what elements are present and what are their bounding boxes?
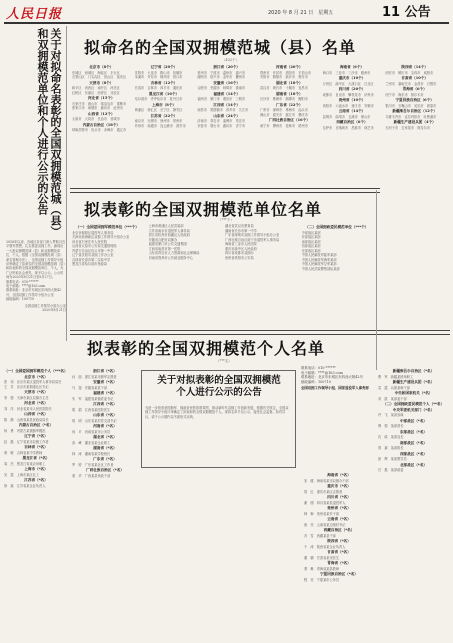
list-column xyxy=(302,224,373,332)
contact-line: 联系地址：北京市东城区东四西大街42号 xyxy=(301,375,363,380)
page-number: 11 公告 xyxy=(382,5,431,20)
group-heading: 陕西省（*名） xyxy=(327,539,351,543)
list-item: 乌鲁木齐市 克拉玛依市 吐鲁番市 xyxy=(385,114,437,119)
list-item: 沈阳市 大连市 鞍山市 抚顺市 xyxy=(134,70,183,75)
group-heading: 黑龙江省（16个） xyxy=(148,91,180,96)
list-item: 湖北省武汉市教育局 xyxy=(225,224,254,228)
contact-line: 联系电话：010-****** xyxy=(6,279,39,284)
list-item: 郭 明 山东省某村党支部书记 xyxy=(72,418,117,423)
list-item: 吴 霞 上海市某区社工 xyxy=(4,472,40,477)
center-notice-body: 为进一步营造爱国拥军、拥政爱民的浓厚氛围，推动新时代双拥工作创新发展，根据有关规定，全国双拥工作领导小组评审确定了拟表彰的全国双拥模范个人。现将名单予以公示，接受社会监督。如有异议，请于公示期内以书面形式反映。 xyxy=(145,406,289,419)
list-item: 中国人民解放军空军某部 xyxy=(301,262,337,266)
list-item: 马 超 安徽省某县干部 xyxy=(72,385,108,390)
list-item: 曾 斌 某部排长 xyxy=(378,446,404,450)
group-heading: 青海省（6个） xyxy=(402,87,427,91)
group-heading: 辽宁省（20个） xyxy=(150,65,178,69)
list-item: 西宁市 海东市 格尔木市 xyxy=(385,92,424,97)
list-item: 湖州市 绍兴市 金华市 衢州市 xyxy=(197,75,246,79)
list-item: 梁 华 广西某县民政干部 xyxy=(72,473,111,478)
list-item: 许 飞 某部参谋 xyxy=(378,413,404,417)
list-item: 浙江省杭州市西湖区人民政府 xyxy=(148,233,190,237)
group-heading: 天津市（*名） xyxy=(24,390,48,394)
cities-list xyxy=(72,64,444,184)
contact-line: 电子邮箱：****@163.com xyxy=(301,370,343,375)
list-item: 张 伟 北京市某区退役军人事务局局长 xyxy=(4,380,62,384)
group-heading: 贵州省（10个） xyxy=(338,98,366,102)
list-item: 东城区 西城区 海淀区 丰台区 xyxy=(72,70,120,75)
list-item: 傅 强 某部营长 xyxy=(378,424,404,428)
list-item: 广州市 深圳市 珠海市 汕头市 xyxy=(260,108,308,112)
contact-line: 邮政编码：100710 xyxy=(301,379,331,384)
list-item: 福建省厦门市公共交通集团 xyxy=(148,242,187,246)
group-heading: 广西壮族自治区（*名） xyxy=(86,468,124,472)
list-item: 南宁市 柳州市 桂林市 梧州市 xyxy=(260,123,308,128)
list-item: 河南省郑州市公共就业服务中心 xyxy=(148,255,194,260)
list-column xyxy=(304,472,374,640)
group-heading: 宁夏回族自治区（6个） xyxy=(395,98,434,102)
right-notice-contacts xyxy=(301,366,371,384)
list-column xyxy=(72,224,143,332)
group-heading: 江苏省（*名） xyxy=(24,478,48,482)
list-item: 万州区 渝中区 大渡口区 江北区 xyxy=(322,81,374,86)
list-item: 合肥市 芜湖市 蚌埠市 淮南市 xyxy=(197,86,246,90)
list-item: 红桥区 东丽区 西青区 北辰区 xyxy=(72,90,120,95)
list-item: 贵阳市 六盘水市 遵义市 安顺市 xyxy=(322,103,374,108)
section-title-individuals: 拟表彰的全国双拥模范个人名单 xyxy=(87,339,326,358)
group-heading: 东部战区（*名） xyxy=(399,429,428,434)
units-list xyxy=(72,224,372,332)
group-heading: 中央和国家机关（*名） xyxy=(394,391,433,395)
list-item: 拉萨市 日喀则市 昌都市 林芝市 xyxy=(322,125,374,130)
list-item: 河北省石家庄市人民医院 xyxy=(72,239,108,244)
section-subtitle-units: （***个） xyxy=(218,218,234,222)
contact-line: 电子邮箱：****@163.com xyxy=(6,284,46,289)
list-item: 南部战区某部 xyxy=(301,239,321,244)
list-item: 宋 健 海南省某市双拥办干部 xyxy=(304,478,349,483)
list-item: 中国人民解放军陆军某部 xyxy=(301,253,337,257)
list-item: 石家庄市 唐山市 秦皇岛市 邯郸市 xyxy=(72,101,127,106)
group-heading: （一）全国爱国拥军模范单位（***个） xyxy=(75,225,139,229)
list-column xyxy=(197,64,256,184)
group-heading: 重庆市（*名） xyxy=(327,484,351,488)
group-heading: 青海省（*名） xyxy=(327,561,351,565)
list-item: 唐 亮 云南省某边境村书记 xyxy=(304,522,346,527)
masthead: 人民日报 xyxy=(6,7,63,22)
list-item: 南京市 无锡市 徐州市 常州市 xyxy=(134,119,183,123)
list-item: 杨 勇 内蒙古某旗拥军模范 xyxy=(4,428,46,433)
list-item: 北京市朝阳区退役军人事务局 xyxy=(72,230,114,235)
group-heading: 浙江省（*名） xyxy=(93,369,117,373)
group-heading: 江苏省（22个） xyxy=(150,113,178,118)
list-item: 中国人民武装警察部队某部 xyxy=(301,266,340,271)
left-notice-contacts xyxy=(6,280,66,302)
group-heading: 湖北省（18个） xyxy=(276,80,303,85)
list-item: 石景山区 门头沟区 房山区 延庆区 xyxy=(72,75,127,79)
list-item: 广东省深圳市双拥工作领导小组办公室 xyxy=(225,233,280,237)
list-item: 广西壮族自治区南宁市退役军人事务局 xyxy=(225,237,280,242)
group-heading: 西藏自治区（*名） xyxy=(323,528,355,532)
group-heading: 广西壮族自治区（16个） xyxy=(268,118,310,122)
section-subtitle-cities: （432个） xyxy=(222,58,240,62)
list-item: 赵 磊 辽宁省某市双拥工作者 xyxy=(4,439,49,444)
group-heading: 吉林省（*名） xyxy=(24,445,48,449)
contact-line: 联系地址：北京市东城区东四西大街42号，全国双拥工作领导小组办公室 xyxy=(6,288,62,297)
group-heading: 新疆维吾尔自治区（*名） xyxy=(392,369,435,373)
right-notice xyxy=(301,366,371,391)
section-divider xyxy=(70,330,450,335)
section-title-units: 拟表彰的全国双拥模范单位名单 xyxy=(84,200,323,219)
group-heading: 浙江省（20个） xyxy=(213,65,240,69)
list-item: 吕 磊 某部政委 xyxy=(378,468,404,472)
group-heading: 河南省（*名） xyxy=(93,424,117,428)
list-item: 林 涛 湖南省某学校校长 xyxy=(72,451,111,456)
list-item: 黑龙江省哈尔滨市民政局 xyxy=(72,262,108,266)
list-item: 张家口市 承德市 廊坊市 沧州市 xyxy=(72,106,123,110)
list-item: 黄浦区 徐汇区 长宁区 静安区 xyxy=(134,108,183,112)
list-item: 贵州省贵阳市公安局 xyxy=(225,255,254,260)
list-item: 沈 威 某部连长 xyxy=(378,435,404,439)
contact-line: 联系电话：010-****** xyxy=(301,366,336,370)
group-heading: 黑龙江省（*名） xyxy=(22,456,50,460)
group-heading: （一）全国爱国拥军模范个人（***名） xyxy=(4,369,68,373)
list-column xyxy=(323,64,382,184)
list-item: 何 平 河南省某市公务员 xyxy=(72,429,111,434)
group-heading: 内蒙古自治区（18个） xyxy=(82,122,120,127)
list-item: 本溪市 丹东市 锦州市 营口市 xyxy=(134,75,183,79)
list-item: 陈 静 山西省某县民政局局长 xyxy=(4,417,49,422)
list-item: 辽宁省沈阳市双拥工作办公室 xyxy=(72,253,114,257)
list-item: 呼和浩特市 包头市 赤峰市 通辽市 xyxy=(72,128,127,132)
group-heading: 江西省（*名） xyxy=(93,402,117,406)
group-heading: 中部战区（*名） xyxy=(399,418,428,423)
list-item: 罗 婷 广东省某社区工作者 xyxy=(72,462,114,467)
contact-line: 邮政编码：100710 xyxy=(6,297,35,302)
list-item: 四川省成都市双拥办 xyxy=(225,251,254,255)
group-heading: 宁夏回族自治区（*名） xyxy=(320,572,358,576)
left-notice-body xyxy=(6,240,66,313)
group-heading: 贵州省（*名） xyxy=(327,506,351,510)
group-heading: 安徽省（*名） xyxy=(93,380,117,384)
list-item: 南昌市 景德镇市 萍乡市 九江市 xyxy=(197,108,249,112)
list-item: 邓 凯 某部委干部 xyxy=(378,396,407,401)
list-item: 银川市 石嘴山市 吴忠市 固原市 xyxy=(385,103,437,108)
group-heading: 吉林省（12个） xyxy=(150,80,178,85)
list-item: 韩 梅 贵州省某乡干部 xyxy=(304,511,340,516)
group-heading: 广东省（22个） xyxy=(276,102,303,107)
list-item: 重庆市渝中区人民政府 xyxy=(225,246,257,251)
left-notice-text: 2016年以来，各地区各部门深入贯彻习近平强军思想，扎实推进双拥工作，涌现出一大批双拥模范城（县）和双拥模范单位、个人。根据《全国双拥模范城（县）命名管理办法》，全国双拥工作领导小组评审确定了拟命名的全国双拥模范城（县）和拟表彰的全国双拥模范单位、个人。为广泛听取社会意见，现予以公示。公示时间为2020年8月21日至8月27日。 xyxy=(6,240,66,280)
list-item: 李 强 天津市某区双拥办主任 xyxy=(4,395,49,400)
list-item: 王 芳 北京市某街道社区书记 xyxy=(4,384,49,389)
group-heading: 福建省（14个） xyxy=(213,91,240,96)
group-heading: 南部战区（*名） xyxy=(399,440,428,445)
section-divider xyxy=(70,188,380,193)
list-item: 北部战区某部 xyxy=(301,248,321,253)
section-subtitle-individuals: （***名） xyxy=(216,359,232,363)
top-rule xyxy=(4,22,449,24)
list-item: 周 杰 黑龙江省某农场职工 xyxy=(4,461,46,466)
group-heading: 中央军委机关部门（*名） xyxy=(392,407,435,412)
list-item: 孙 丽 浙江省某市拥军志愿者 xyxy=(72,374,117,379)
list-item: 济南市 青岛市 淄博市 枣庄市 xyxy=(197,119,246,123)
group-heading: 北部战区（*名） xyxy=(399,462,428,467)
list-item: 董 鹏 甘肃省某市医生 xyxy=(304,555,340,560)
list-item: 中国人民解放军海军某部 xyxy=(301,257,337,262)
group-heading: 陕西省（14个） xyxy=(401,65,428,69)
list-item: 徐 斌 江苏省某企业负责人 xyxy=(4,483,46,488)
group-heading: 海南省（6个） xyxy=(339,65,365,69)
list-item: 兰州市 嘉峪关市 金昌市 白银市 xyxy=(385,81,437,86)
list-column xyxy=(378,368,449,640)
list-item: 袁 霞 兵团某师干部 xyxy=(378,385,410,390)
group-heading: 山西省（*名） xyxy=(24,412,48,416)
list-item: 安徽省合肥市双拥办 xyxy=(148,237,178,242)
list-item: 胡 娟 江西省某医院医生 xyxy=(72,407,111,412)
list-column xyxy=(4,368,68,640)
group-heading: 甘肃省（10个） xyxy=(401,76,428,80)
list-column xyxy=(260,64,319,184)
list-item: 海口市 三亚市 三沙市 儋州市 xyxy=(322,70,371,75)
list-item: 安阳市 鹤壁市 新乡市 焦作市 xyxy=(260,75,308,79)
group-heading: 四川省（20个） xyxy=(338,87,366,91)
list-item: 冯 雪 西藏某县干部 xyxy=(304,533,336,538)
group-heading: 河北省（*名） xyxy=(24,401,48,405)
list-item: 石河子市 五家渠市 阿拉尔市 xyxy=(385,125,430,130)
group-heading: 甘肃省（*名） xyxy=(327,550,351,554)
left-notice-footer: 全国双拥工作领导小组办公室 xyxy=(24,303,66,308)
list-item: 长沙市 株洲市 湘潭市 衡阳市 xyxy=(260,97,308,101)
group-heading: 广东省（*名） xyxy=(93,457,117,461)
list-item: 福州市 厦门市 莆田市 三明市 xyxy=(197,97,246,101)
column-divider xyxy=(66,26,67,341)
group-heading: 山东省（24个） xyxy=(213,113,240,118)
list-item: 佛山市 韶关市 湛江市 肇庆市 xyxy=(260,112,308,117)
left-notice-title: 关于对拟命名表彰的全国双拥模范城（县）和双拥模范单位和个人进行公示的公告 xyxy=(36,28,62,232)
group-heading: 北京市（8个） xyxy=(89,65,114,69)
list-item: 哈尔滨市 齐齐哈尔市 牡丹江市 xyxy=(134,97,183,101)
group-heading: 内蒙古自治区（*名） xyxy=(18,423,54,427)
list-item: 江西省南昌市第一医院 xyxy=(148,246,181,251)
group-heading: 山东省（*名） xyxy=(93,413,117,417)
group-heading: 天津市（8个） xyxy=(89,80,114,85)
group-heading: 福建省（*名） xyxy=(93,391,117,395)
list-item: 杭州市 宁波市 温州市 嘉兴市 xyxy=(197,70,246,75)
group-heading: 江西省（14个） xyxy=(213,102,240,107)
list-item: 西安市 铜川市 宝鸡市 咸阳市 xyxy=(385,70,434,75)
group-heading: 安徽省（16个） xyxy=(213,80,240,85)
list-item: 成都市 自贡市 攀枝花市 泸州市 xyxy=(322,92,374,97)
list-item: 天津市滨海新区双拥工作领导小组办公室 xyxy=(72,235,130,239)
list-item: 上海市黄浦区人民武装部 xyxy=(148,224,184,228)
list-item: 和平区 河西区 南开区 河北区 xyxy=(72,86,120,90)
list-item: 郑 红 重庆市某区志愿者 xyxy=(304,489,343,494)
list-column xyxy=(149,224,220,332)
column-divider xyxy=(376,190,377,370)
list-item: 武汉市 黄石市 十堰市 宜昌市 xyxy=(260,86,308,90)
section-title-cities: 拟命名的全国双拥模范城（县）名单 xyxy=(84,38,357,57)
list-item: 东营市 烟台市 潍坊市 济宁市 xyxy=(197,123,246,128)
group-heading: 湖北省（*名） xyxy=(93,435,117,439)
list-column xyxy=(385,64,444,184)
list-item: 吉林省长春市第二实验中学 xyxy=(72,257,111,262)
list-item: 刘 洋 河北省某市人民医院院长 xyxy=(4,406,52,411)
dateline: 2020 年 8 月 21 日 星期五 xyxy=(268,10,334,16)
group-heading: 云南省（*名） xyxy=(327,517,351,521)
list-column xyxy=(72,368,138,640)
list-item: 长春市 吉林市 四平市 通化市 xyxy=(134,86,183,90)
center-notice-title: 关于对拟表彰的全国双拥模范个人进行公示的公告 xyxy=(157,375,281,398)
list-column xyxy=(135,64,194,184)
group-heading: 海南省（*名） xyxy=(327,473,351,477)
list-item: 谢 刚 四川省某县退役军人 xyxy=(304,500,346,505)
list-item: 程 亮 宁夏某市公务员 xyxy=(304,577,340,582)
list-column xyxy=(225,224,296,332)
group-heading: 上海市（*名） xyxy=(24,467,48,471)
group-heading: 四川省（*名） xyxy=(327,495,351,499)
list-item: 昆明市 曲靖市 玉溪市 保山市 xyxy=(322,114,371,119)
group-heading: 新疆生产建设兵团（4个） xyxy=(393,120,436,124)
list-item: 萧 琳 青海省某县教师 xyxy=(304,566,340,571)
group-heading: 西部战区（*名） xyxy=(399,451,428,456)
group-heading: 西藏自治区（6个） xyxy=(336,120,368,124)
group-heading: 湖南省（*名） xyxy=(93,446,117,450)
group-heading: 上海市（8个） xyxy=(151,102,177,107)
group-heading: 辽宁省（*名） xyxy=(24,434,48,438)
group-heading: 云南省（14个） xyxy=(338,109,366,113)
list-item: 太原市 大同市 长治市 晋城市 xyxy=(72,117,120,121)
group-heading: （二）全国拥政爱民模范个人（**名） xyxy=(382,402,445,406)
group-heading: 北京市（*名） xyxy=(24,374,48,379)
list-column xyxy=(72,64,131,184)
list-item: 山东省青岛市人力资源和社会保障局 xyxy=(148,251,200,255)
left-notice xyxy=(4,28,62,233)
left-notice-date: 2020年8月21日 xyxy=(42,308,66,313)
list-item: 西部战区某部 xyxy=(301,244,321,248)
list-item: 黄 敏 吉林省某中学教师 xyxy=(4,450,43,455)
list-item: 江苏省南京市退役军人事务局 xyxy=(148,228,190,233)
group-heading: 河北省（15个） xyxy=(88,96,115,100)
list-item: 山西省太原市公安局交通管理局 xyxy=(72,244,117,248)
group-heading: 重庆市（10个） xyxy=(338,76,366,80)
group-heading: 河南省（20个） xyxy=(276,65,303,69)
list-item: 郑州市 开封市 洛阳市 平顶山市 xyxy=(260,70,311,75)
list-item: 东部战区某部 xyxy=(301,235,321,239)
list-item: 彭 辉 某部教导员 xyxy=(378,457,407,461)
group-heading: 湖南省（18个） xyxy=(276,91,303,96)
group-heading: （二）全国拥政爱民模范单位（***个） xyxy=(305,225,369,229)
group-heading: 新疆生产建设兵团（*名） xyxy=(392,380,435,384)
list-item: 海南省三亚市人民医院 xyxy=(225,242,257,246)
list-item: 高 峰 湖北省某企业职工 xyxy=(72,440,111,445)
list-item: 曹 军 新疆某团场职工 xyxy=(378,374,414,379)
group-heading: 山西省（12个） xyxy=(88,111,115,116)
list-item: 湖南省长沙市第一中学 xyxy=(225,228,257,233)
list-item: 于 涛 陕西省某企业负责人 xyxy=(304,544,346,549)
list-item: 内蒙古自治区包头市第一中学 xyxy=(72,248,114,253)
group-heading: 新疆维吾尔自治区（12个） xyxy=(392,109,437,113)
list-item: 朱 军 福建省某镇党委书记 xyxy=(72,396,114,401)
list-item: 中部战区某部 xyxy=(301,230,321,235)
right-notice-footer: 全国双拥工作领导小组、国家退役军人事务部 xyxy=(301,386,369,391)
list-item: 苏州市 南通市 连云港市 淮安市 xyxy=(134,123,186,128)
